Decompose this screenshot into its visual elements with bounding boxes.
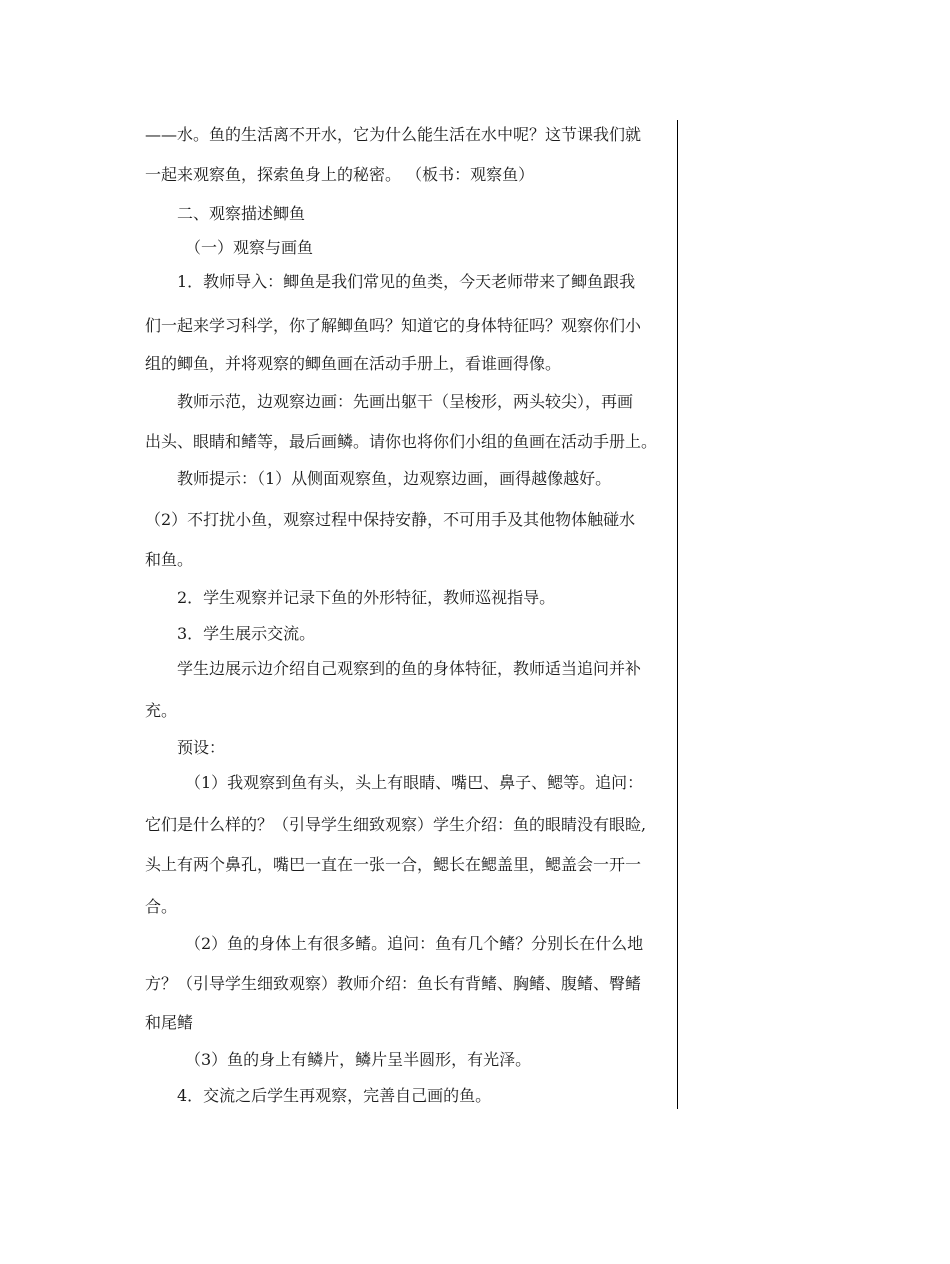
text-line-23: 方？（引导学生细致观察）教师介绍：鱼长有背鳍、胸鳍、腹鳍、臀鳍	[145, 974, 642, 993]
text-line-12: 和鱼。	[145, 550, 194, 569]
text-line-22: （2）鱼的身体上有很多鳍。追问：鱼有几个鳍？分别长在什么地	[185, 934, 644, 953]
text-line-26: 4．交流之后学生再观察，完善自己画的鱼。	[177, 1086, 492, 1105]
text-line-20: 头上有两个鼻孔，嘴巴一直在一张一合，鳃长在鳃盖里，鳃盖会一开一	[145, 855, 642, 874]
text-line-17: 预设：	[177, 738, 226, 757]
text-line-14: 3．学生展示交流。	[177, 624, 316, 643]
text-line-25: （3）鱼的身上有鳞片，鳞片呈半圆形，有光泽。	[185, 1050, 532, 1069]
text-line-8: 教师示范，边观察边画：先画出躯干（呈梭形，两头较尖），再画	[177, 392, 634, 411]
text-line-18: （1）我观察到鱼有头，头上有眼睛、嘴巴、鼻子、鳃等。追问：	[185, 773, 644, 792]
text-line-7: 组的鲫鱼，并将观察的鲫鱼画在活动手册上，看谁画得像。	[145, 354, 562, 373]
text-line-6: 们一起来学习科学，你了解鲫鱼吗？知道它的身体特征吗？观察你们小	[145, 316, 642, 335]
text-line-2: 一起来观察鱼，探索鱼身上的秘密。 （板书：观察鱼）	[145, 165, 535, 184]
text-line-21: 合。	[145, 897, 178, 916]
text-line-9: 出头、眼睛和鳍等，最后画鳞。请你也将你们小组的鱼画在活动手册上。	[145, 432, 658, 451]
text-line-5: 1．教师导入：鲫鱼是我们常见的鱼类，今天老师带来了鲫鱼跟我	[177, 272, 636, 291]
subsection-heading: （一）观察与画鱼	[185, 238, 314, 257]
text-line-15: 学生边展示边介绍自己观察到的鱼的身体特征，教师适当追问并补	[177, 659, 642, 678]
text-line-19: 它们是什么样的？（引导学生细致观察）学生介绍：鱼的眼睛没有眼睑,	[145, 815, 647, 834]
section-heading: 二、观察描述鲫鱼	[177, 204, 306, 223]
text-line-11: （2）不打扰小鱼，观察过程中保持安静，不可用手及其他物体触碰水	[145, 510, 636, 529]
text-line-1: ——水。鱼的生活离不开水，它为什么能生活在水中呢？这节课我们就	[145, 125, 642, 144]
text-line-16: 充。	[145, 701, 178, 720]
right-border-line	[677, 120, 678, 1109]
text-line-24: 和尾鳍	[145, 1013, 194, 1032]
text-line-13: 2．学生观察并记录下鱼的外形特征，教师巡视指导。	[177, 588, 556, 607]
text-line-10: 教师提示：（1）从侧面观察鱼，边观察边画，画得越像越好。	[177, 469, 612, 488]
